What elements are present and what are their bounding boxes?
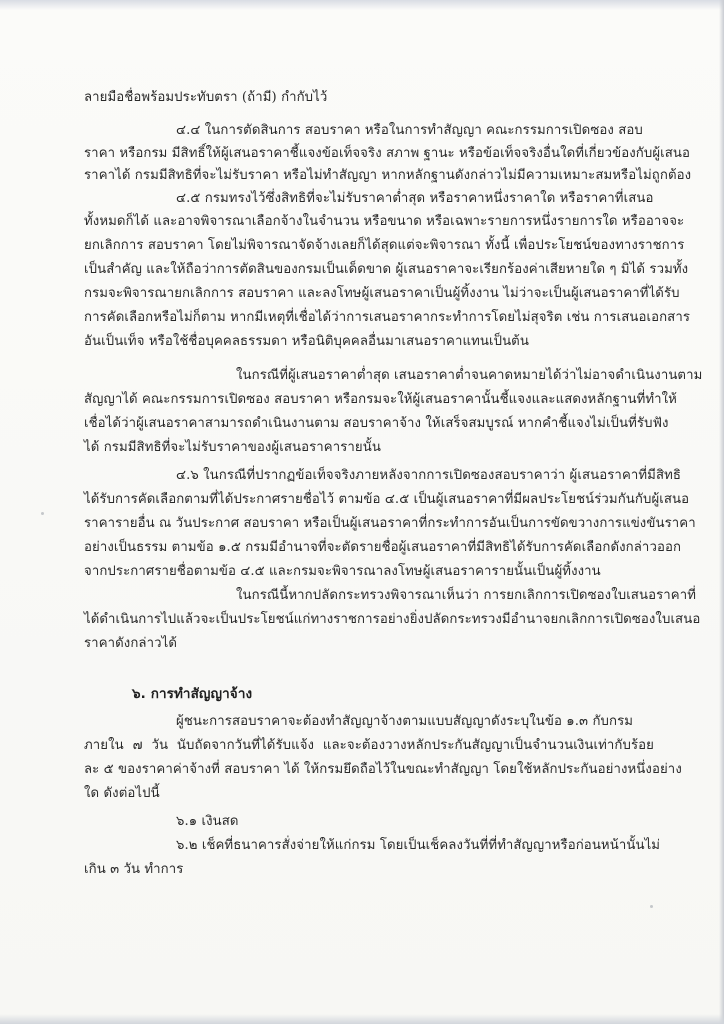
text-line: อันเป็นเท็จ หรือใช้ชื่อบุคคลธรรมดา หรือนิติบุคคลอื่นมาเสนอราคาแทนเป็นต้น (84, 334, 529, 349)
text-line: ยกเลิกการ สอบราคา โดยไม่พิจารณาจัดจ้างเลยก็ได้สุดแต่จะพิจารณา ทั้งนี้ เพื่อประโยชน์ของทางราชการ (84, 238, 685, 253)
text-line: ภายใน ๗ วัน นับถัดจากวันที่ได้รับแจ้ง และจะต้องวางหลักประกันสัญญาเป็นจำนวนเงินเท่ากับร้อย (84, 738, 654, 753)
scan-speck (41, 512, 44, 515)
text-line: ราคารายอื่น ณ วันประกาศ สอบราคา หรือเป็นผู้เสนอราคาที่กระทำการอันเป็นการขัดขวางการแข่งขันราคา (84, 516, 696, 531)
text-line: ได้รับการคัดเลือกตามที่ได้ประกาศรายชื่อไว้ ตามข้อ ๔.๕ เป็นผู้เสนอราคาที่มีผลประโยชน์ร่วมกันกับผู้เสนอ (84, 492, 690, 507)
text-line: การคัดเลือกหรือไม่ก็ตาม หากมีเหตุที่เชื่อได้ว่าการเสนอราคากระทำการโดยไม่สุจริต เช่น การเสนอเอกสาร (84, 310, 691, 325)
text-line: ราคาได้ กรมมีสิทธิที่จะไม่รับราคา หรือไม่ทำสัญญา หากหลักฐานดังกล่าวไม่มีความเหมาะสมหรือไม่ถูกต้อง (84, 168, 692, 183)
text-line: เกิน ๓ วัน ทำการ (84, 862, 184, 877)
clause-6-1-line: ๖.๑ เงินสด (176, 814, 239, 829)
scan-edge-bottom (0, 1014, 724, 1024)
text-line: ลายมือชื่อพร้อมประทับตรา (ถ้ามี) กำกับไว้ (84, 90, 328, 105)
text-line: ใด ดังต่อไปนี้ (84, 786, 160, 801)
paragraph-start-line: ผู้ชนะการสอบราคาจะต้องทำสัญญาจ้างตามแบบสัญญาดังระบุในข้อ ๑.๓ กับกรม (176, 714, 634, 729)
paragraph-start-line: ในกรณีที่ผู้เสนอราคาต่ำสุด เสนอราคาต่ำจนคาดหมายได้ว่าไม่อาจดำเนินงานตาม (236, 368, 703, 383)
text-line: เป็นสำคัญ และให้ถือว่าการตัดสินของกรมเป็นเด็ดขาด ผู้เสนอราคาจะเรียกร้องค่าเสียหายใด ๆ มิได้ รวมทั้ง (84, 262, 689, 277)
text-line: อย่างเป็นธรรม ตามข้อ ๑.๕ กรมมีอำนาจที่จะตัดรายชื่อผู้เสนอราคาที่มีสิทธิได้รับการคัดเลือกดังกล่าวออก (84, 540, 682, 555)
text-line: กรมจะพิจารณายกเลิกการ สอบราคา และลงโทษผู้เสนอราคาเป็นผู้ทิ้งงาน ไม่ว่าจะเป็นผู้เสนอราคาที่ได้รับ (84, 286, 680, 301)
text-line: ราคาดังกล่าวได้ (84, 636, 177, 651)
clause-4-4-line: ๔.๔ ในการตัดสินการ สอบราคา หรือในการทำสัญญา คณะกรรมการเปิดซอง สอบ (176, 123, 643, 138)
clause-4-6-line: ๔.๖ ในกรณีที่ปรากฏข้อเท็จจริงภายหลังจากการเปิดซองสอบราคาว่า ผู้เสนอราคาที่มีสิทธิ (176, 468, 682, 483)
scan-edge-right (719, 0, 724, 1024)
scan-speck (650, 905, 653, 908)
paragraph-start-line: ในกรณีนี้หากปลัดกระทรวงพิจารณาเห็นว่า การยกเลิกการเปิดซองใบเสนอราคาที่ (236, 588, 696, 603)
text-line: สัญญาได้ คณะกรรมการเปิดซอง สอบราคา หรือกรมจะให้ผู้เสนอราคานั้นชี้แจงและแสดงหลักฐานที่ทำให้ (84, 392, 677, 407)
text-line: เชื่อได้ว่าผู้เสนอราคาสามารถดำเนินงานตาม สอบราคาจ้าง ให้เสร็จสมบูรณ์ หากคำชี้แจงไม่เป็นที่รับฟัง (84, 416, 669, 431)
clause-6-2-line: ๖.๒ เช็คที่ธนาคารสั่งจ่ายให้แก่กรม โดยเป็นเช็คลงวันที่ที่ทำสัญญาหรือก่อนหน้านั้นไม่ (176, 838, 661, 853)
text-line: ทั้งหมดก็ได้ และอาจพิจารณาเลือกจ้างในจำนวน หรือขนาด หรือเฉพาะรายการหนึ่งรายการใด หรืออาจจะ (84, 214, 685, 229)
section-6-heading: ๖. การทำสัญญาจ้าง (132, 686, 253, 702)
text-line: ละ ๕ ของราคาค่าจ้างที่ สอบราคา ได้ ให้กรมยึดถือไว้ในขณะทำสัญญา โดยใช้หลักประกันอย่างหนึ่งอย่าง (84, 762, 682, 777)
text-line: ได้ดำเนินการไปแล้วจะเป็นประโยชน์แก่ทางราชการอย่างยิ่งปลัดกระทรวงมีอำนาจยกเลิกการเปิดซองใบเสนอ (84, 612, 701, 627)
text-line: จากประกาศรายชื่อตามข้อ ๔.๕ และกรมจะพิจารณาลงโทษผู้เสนอราคารายนั้นเป็นผู้ทิ้งงาน (84, 564, 601, 579)
text-line: ได้ กรมมีสิทธิที่จะไม่รับราคาของผู้เสนอราคารายนั้น (84, 440, 381, 455)
text-line: ราคา หรือกรม มีสิทธิ์ให้ผู้เสนอราคาชี้แจงข้อเท็จจริง สภาพ ฐานะ หรือข้อเท็จจริงอื่นใดที่เกี่ยวข้องกับผู้เสนอ (84, 146, 691, 161)
clause-4-5-line: ๔.๕ กรมทรงไว้ซึ่งสิทธิที่จะไม่รับราคาต่ำสุด หรือราคาหนึ่งราคาใด หรือราคาที่เสนอ (176, 191, 654, 206)
scan-edge-top (0, 0, 724, 10)
